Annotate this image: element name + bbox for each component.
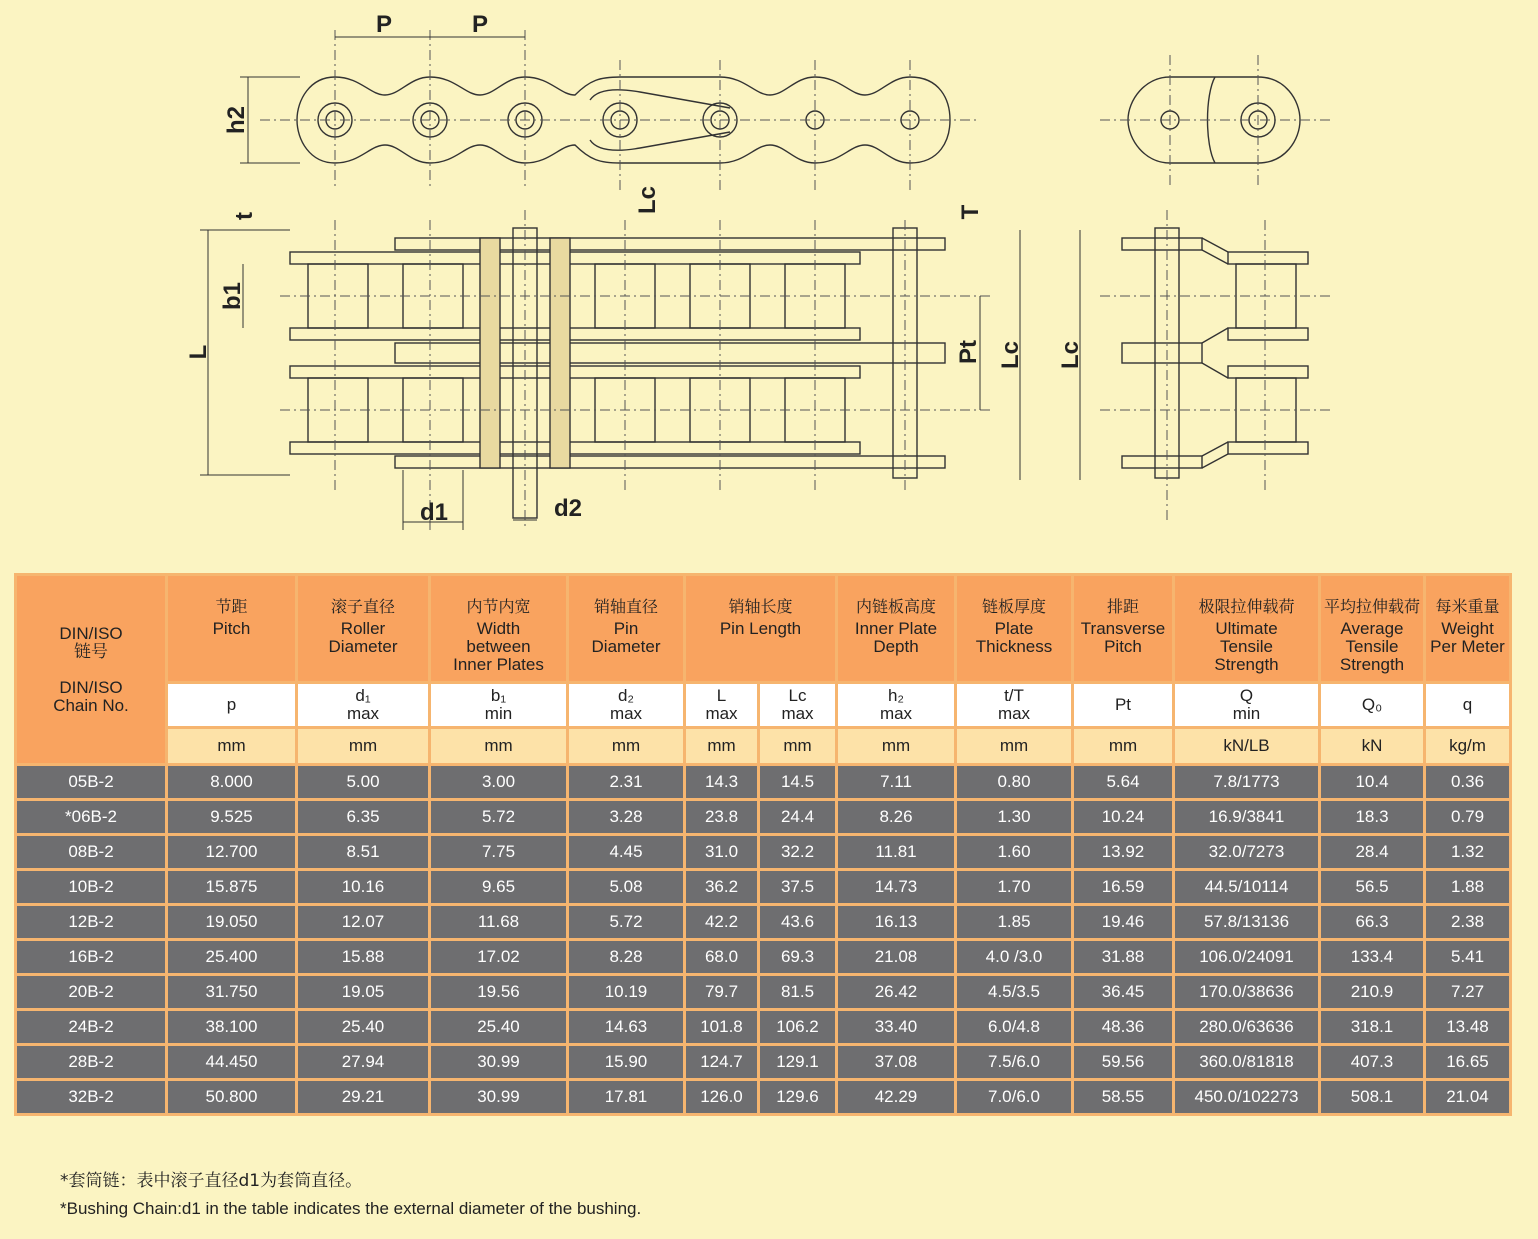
table-cell: 9.65	[431, 871, 566, 903]
column-unit: mm	[298, 729, 428, 763]
table-cell: 7.0/6.0	[957, 1081, 1071, 1113]
lc-top-label: Lc	[634, 185, 661, 215]
table-cell: 43.6	[760, 906, 835, 938]
table-cell: 19.56	[431, 976, 566, 1008]
b1-label: b1	[219, 281, 246, 311]
table-row	[17, 1046, 1509, 1078]
table-cell: 42.29	[838, 1081, 954, 1113]
table-cell: 38.100	[168, 1011, 295, 1043]
table-cell: 0.80	[957, 766, 1071, 798]
table-cell: 4.45	[569, 836, 683, 868]
table-cell: 23.8	[686, 801, 757, 833]
table-cell: 10.4	[1321, 766, 1423, 798]
table-cell: 79.7	[686, 976, 757, 1008]
table-cell: 4.5/3.5	[957, 976, 1071, 1008]
table-cell: 106.2	[760, 1011, 835, 1043]
table-row	[17, 871, 1509, 903]
column-header-en: Weight Per Meter	[1430, 619, 1505, 656]
column-header	[1074, 576, 1172, 681]
table-cell: 5.00	[298, 766, 428, 798]
column-header-cn: 销轴直径	[593, 597, 658, 616]
table-cell: 29.21	[298, 1081, 428, 1113]
column-header-en: Roller Diameter	[328, 619, 398, 656]
column-header	[957, 576, 1071, 681]
table-cell: 56.5	[1321, 871, 1423, 903]
spec-table-body	[17, 576, 1509, 1113]
chain-number-cell: 16B-2	[17, 941, 165, 973]
T-label: T	[957, 204, 984, 220]
table-cell: 37.5	[760, 871, 835, 903]
table-cell: 19.050	[168, 906, 295, 938]
chain-number-cell: *06B-2	[17, 801, 165, 833]
table-cell: 101.8	[686, 1011, 757, 1043]
L-label: L	[185, 344, 212, 360]
table-cell: 27.94	[298, 1046, 428, 1078]
table-row	[17, 1011, 1509, 1043]
table-cell: 69.3	[760, 941, 835, 973]
column-header-en: Inner Plate Depth	[854, 619, 938, 656]
chain-number-header: DIN/ISO 链号 DIN/ISO Chain No.	[17, 576, 165, 763]
table-cell: 280.0/63636	[1175, 1011, 1318, 1043]
column-unit: mm	[686, 729, 757, 763]
lc-side-label: Lc	[997, 340, 1024, 370]
column-header-cn: 销轴长度	[728, 597, 793, 616]
column-symbol: p	[168, 684, 295, 726]
header-row	[17, 576, 1509, 681]
column-header	[838, 576, 954, 681]
table-cell: 48.36	[1074, 1011, 1172, 1043]
table-cell: 18.3	[1321, 801, 1423, 833]
table-cell: 5.08	[569, 871, 683, 903]
table-cell: 0.36	[1426, 766, 1509, 798]
table-cell: 8.51	[298, 836, 428, 868]
table-cell: 14.73	[838, 871, 954, 903]
h2-label: h2	[223, 105, 250, 135]
table-cell: 36.45	[1074, 976, 1172, 1008]
pt-label: Pt	[955, 340, 982, 364]
column-unit: mm	[760, 729, 835, 763]
table-cell: 36.2	[686, 871, 757, 903]
table-cell: 7.11	[838, 766, 954, 798]
column-header	[168, 576, 295, 681]
note-en: *Bushing Chain:d1 in the table indicates the external diameter of the bushing.	[60, 1199, 642, 1218]
table-cell: 4.0 /3.0	[957, 941, 1071, 973]
table-cell: 129.1	[760, 1046, 835, 1078]
table-cell: 28.4	[1321, 836, 1423, 868]
column-header-cn: 极限拉伸载荷	[1198, 597, 1295, 616]
table-cell: 10.24	[1074, 801, 1172, 833]
table-cell: 8.000	[168, 766, 295, 798]
column-header	[569, 576, 683, 681]
table-cell: 10.16	[298, 871, 428, 903]
column-header-en: Ultimate Tensile Strength	[1214, 619, 1279, 674]
table-cell: 15.88	[298, 941, 428, 973]
table-cell: 450.0/102273	[1175, 1081, 1318, 1113]
table-cell: 0.79	[1426, 801, 1509, 833]
column-symbol: L max	[686, 684, 757, 726]
chain-end-view-side	[1122, 228, 1308, 478]
table-cell: 31.750	[168, 976, 295, 1008]
lc-end-label: Lc	[1057, 340, 1084, 370]
table-cell: 3.28	[569, 801, 683, 833]
table-cell: 21.04	[1426, 1081, 1509, 1113]
table-cell: 318.1	[1321, 1011, 1423, 1043]
table-cell: 12.07	[298, 906, 428, 938]
table-cell: 1.60	[957, 836, 1071, 868]
table-cell: 57.8/13136	[1175, 906, 1318, 938]
chain-number-cell: 12B-2	[17, 906, 165, 938]
table-cell: 8.26	[838, 801, 954, 833]
table-cell: 124.7	[686, 1046, 757, 1078]
column-header-cn: 内节内宽	[466, 597, 531, 616]
table-cell: 6.0/4.8	[957, 1011, 1071, 1043]
symbol-row	[17, 684, 1509, 726]
column-header-cn: 节距	[215, 597, 248, 616]
table-cell: 5.72	[431, 801, 566, 833]
column-header-en: Transverse Pitch	[1080, 619, 1166, 656]
table-row	[17, 801, 1509, 833]
notes	[60, 1168, 641, 1222]
table-cell: 25.40	[431, 1011, 566, 1043]
table-cell: 6.35	[298, 801, 428, 833]
table-cell: 11.68	[431, 906, 566, 938]
table-cell: 2.38	[1426, 906, 1509, 938]
column-symbol: Q min	[1175, 684, 1318, 726]
table-cell: 407.3	[1321, 1046, 1423, 1078]
column-symbol: Lc max	[760, 684, 835, 726]
table-cell: 32.0/7273	[1175, 836, 1318, 868]
table-cell: 37.08	[838, 1046, 954, 1078]
column-header-en: Width between Inner Plates	[453, 619, 544, 674]
column-unit: kN/LB	[1175, 729, 1318, 763]
table-cell: 14.5	[760, 766, 835, 798]
table-cell: 14.63	[569, 1011, 683, 1043]
table-cell: 31.0	[686, 836, 757, 868]
table-row	[17, 976, 1509, 1008]
table-cell: 19.46	[1074, 906, 1172, 938]
table-cell: 30.99	[431, 1081, 566, 1113]
table-cell: 10.19	[569, 976, 683, 1008]
table-cell: 81.5	[760, 976, 835, 1008]
table-cell: 7.75	[431, 836, 566, 868]
table-cell: 15.90	[569, 1046, 683, 1078]
pitch-label-1: P	[376, 11, 393, 38]
table-cell: 15.875	[168, 871, 295, 903]
table-cell: 508.1	[1321, 1081, 1423, 1113]
chain-number-cell: 20B-2	[17, 976, 165, 1008]
table-cell: 16.65	[1426, 1046, 1509, 1078]
column-header	[431, 576, 566, 681]
table-cell: 30.99	[431, 1046, 566, 1078]
column-header	[686, 576, 835, 681]
table-cell: 9.525	[168, 801, 295, 833]
table-cell: 106.0/24091	[1175, 941, 1318, 973]
column-symbol: t/T max	[957, 684, 1071, 726]
column-unit: mm	[569, 729, 683, 763]
table-cell: 19.05	[298, 976, 428, 1008]
chain-number-cell: 28B-2	[17, 1046, 165, 1078]
chain-number-cell: 32B-2	[17, 1081, 165, 1113]
table-row	[17, 836, 1509, 868]
column-header-en: Pin Length	[719, 619, 802, 638]
column-header-cn: 平均拉伸载荷	[1323, 597, 1420, 616]
column-unit: kg/m	[1426, 729, 1509, 763]
table-cell: 3.00	[431, 766, 566, 798]
table-cell: 32.2	[760, 836, 835, 868]
table-cell: 33.40	[838, 1011, 954, 1043]
table-cell: 1.85	[957, 906, 1071, 938]
table-cell: 210.9	[1321, 976, 1423, 1008]
table-cell: 8.28	[569, 941, 683, 973]
column-symbol: d₁ max	[298, 684, 428, 726]
column-unit: mm	[957, 729, 1071, 763]
column-symbol: h₂ max	[838, 684, 954, 726]
table-cell: 133.4	[1321, 941, 1423, 973]
table-cell: 170.0/38636	[1175, 976, 1318, 1008]
column-header-cn: 滚子直径	[330, 597, 395, 616]
table-cell: 1.30	[957, 801, 1071, 833]
table-cell: 24.4	[760, 801, 835, 833]
table-cell: 31.88	[1074, 941, 1172, 973]
table-cell: 7.5/6.0	[957, 1046, 1071, 1078]
column-header-cn: 链板厚度	[981, 597, 1046, 616]
column-unit: mm	[1074, 729, 1172, 763]
t-label: t	[231, 212, 258, 220]
chain-number-cell: 10B-2	[17, 871, 165, 903]
table-cell: 50.800	[168, 1081, 295, 1113]
pitch-label-2: P	[472, 11, 489, 38]
table-cell: 5.72	[569, 906, 683, 938]
d1-label: d1	[420, 499, 449, 526]
table-cell: 16.13	[838, 906, 954, 938]
table-cell: 7.27	[1426, 976, 1509, 1008]
column-header-cn: 排距	[1106, 597, 1139, 616]
chain-number-cell: 05B-2	[17, 766, 165, 798]
table-cell: 68.0	[686, 941, 757, 973]
column-header	[1175, 576, 1318, 681]
table-cell: 1.70	[957, 871, 1071, 903]
table-cell: 21.08	[838, 941, 954, 973]
column-header-en: Pin Diameter	[591, 619, 661, 656]
column-unit: kN	[1321, 729, 1423, 763]
column-symbol: q	[1426, 684, 1509, 726]
table-cell: 13.48	[1426, 1011, 1509, 1043]
column-unit: mm	[431, 729, 566, 763]
column-symbol: b₁ min	[431, 684, 566, 726]
column-header-cn: 内链板高度	[855, 597, 936, 616]
table-row	[17, 1081, 1509, 1113]
table-cell: 1.32	[1426, 836, 1509, 868]
column-unit: mm	[168, 729, 295, 763]
note-cn: *套筒链：表中滚子直径d1为套筒直径。	[60, 1171, 363, 1191]
table-row	[17, 766, 1509, 798]
column-header	[1426, 576, 1509, 681]
table-cell: 16.9/3841	[1175, 801, 1318, 833]
table-cell: 25.400	[168, 941, 295, 973]
table-cell: 17.81	[569, 1081, 683, 1113]
unit-row	[17, 729, 1509, 763]
table-cell: 44.5/10114	[1175, 871, 1318, 903]
table-cell: 14.3	[686, 766, 757, 798]
column-symbol: Pt	[1074, 684, 1172, 726]
column-symbol: Q₀	[1321, 684, 1423, 726]
table-cell: 12.700	[168, 836, 295, 868]
table-cell: 129.6	[760, 1081, 835, 1113]
chain-side-view	[290, 228, 945, 518]
column-symbol: d₂ max	[569, 684, 683, 726]
column-unit: mm	[838, 729, 954, 763]
table-cell: 16.59	[1074, 871, 1172, 903]
spec-table	[14, 573, 1512, 1116]
table-cell: 7.8/1773	[1175, 766, 1318, 798]
table-row	[17, 941, 1509, 973]
chain-number-cell: 08B-2	[17, 836, 165, 868]
table-cell: 44.450	[168, 1046, 295, 1078]
table-cell: 42.2	[686, 906, 757, 938]
table-row	[17, 906, 1509, 938]
table-cell: 126.0	[686, 1081, 757, 1113]
table-cell: 2.31	[569, 766, 683, 798]
table-cell: 17.02	[431, 941, 566, 973]
column-header	[1321, 576, 1423, 681]
table-cell: 360.0/81818	[1175, 1046, 1318, 1078]
table-cell: 58.55	[1074, 1081, 1172, 1113]
table-cell: 5.64	[1074, 766, 1172, 798]
table-cell: 59.56	[1074, 1046, 1172, 1078]
table-cell: 25.40	[298, 1011, 428, 1043]
chain-technical-drawing	[0, 0, 1538, 560]
column-header-cn: 每米重量	[1435, 597, 1500, 616]
table-cell: 26.42	[838, 976, 954, 1008]
table-cell: 5.41	[1426, 941, 1509, 973]
table-cell: 11.81	[838, 836, 954, 868]
column-header-en: Pitch	[212, 619, 251, 638]
table-cell: 13.92	[1074, 836, 1172, 868]
table-cell: 66.3	[1321, 906, 1423, 938]
table-cell: 1.88	[1426, 871, 1509, 903]
chain-number-cell: 24B-2	[17, 1011, 165, 1043]
column-header	[298, 576, 428, 681]
column-header-en: Average Tensile Strength	[1339, 619, 1405, 674]
d2-label: d2	[554, 495, 583, 522]
column-header-en: Plate Thickness	[975, 619, 1053, 656]
